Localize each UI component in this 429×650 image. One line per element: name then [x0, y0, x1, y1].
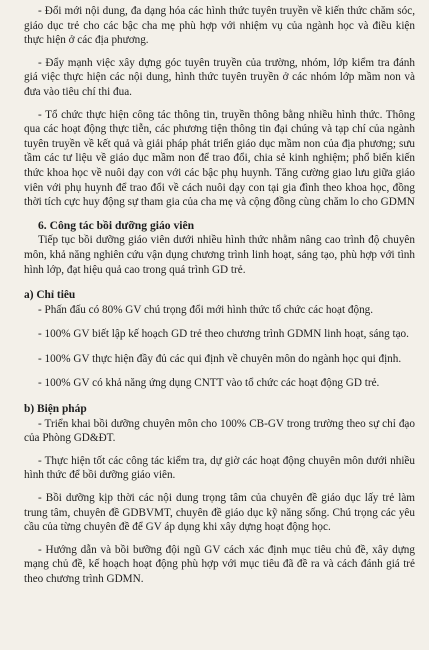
goal-item: - 100% GV có khả năng ứng dụng CNTT vào tổ chức các hoạt động GD trẻ.: [38, 377, 380, 390]
paragraph-information-media: - Tổ chức thực hiện công tác thông tin, truyền thông bằng nhiều hình thức. Thông qua các hoạt động thực tiễn, các phương tiện thông tin đại chúng và tạp chí của ngành tuyên truyền về kết quả và giải pháp phát triển giáo dục mầm non của địa phương; sưu tầm các tư liệu về giáo dục mầm non để trao đổi, chia sẻ kinh nghiệm; phổ biến kiến thức khoa học về nuôi dạy con với các bậc phụ huynh. Tăng cường giao lưu giữa giáo viên với phụ huynh để trao đổi về cách nuôi dạy con tại gia đình theo khoa học, đồng thời tích cực huy động sự tham gia của cha mẹ và cộng đồng cùng chăm lo cho GDMN: [24, 108, 415, 209]
goal-item: - Phấn đấu có 80% GV chú trọng đổi mới hình thức tổ chức các hoạt động.: [38, 303, 374, 316]
measure-item: - Triển khai bồi dưỡng chuyên môn cho 100% CB-GV trong trường theo sự chỉ đạo của Phòng GD&ĐT.: [24, 417, 415, 445]
paragraph-training-intro: Tiếp tục bồi dưỡng giáo viên dưới nhiều hình thức nhằm nâng cao trình độ chuyên môn, khả năng nghiên cứu vận dụng chương trình linh hoạt, sáng tạo, phù hợp với tình hình lớp, đạt hiệu quả cao trong quá trình GD trẻ.: [24, 234, 415, 276]
paragraph-communication-corner: - Đẩy mạnh việc xây dựng góc tuyên truyền của trường, nhóm, lớp kiểm tra đánh giá việc thực hiện các nội dung, hình thức tuyên truyền ở các nhóm lớp mầm non và đưa vào tiêu chí thi đua.: [24, 56, 415, 98]
paragraph-communication-content: - Đổi mới nội dung, đa dạng hóa các hình thức tuyên truyền về kiến thức chăm sóc, giáo dục trẻ cho các bậc cha mẹ phù hợp với nhiệm vụ của ngành học và điều kiện thực hiện ở các địa phương.: [24, 5, 415, 47]
subheading-measures: b) Biện pháp: [24, 403, 87, 416]
measure-item: - Thực hiện tốt các công tác kiểm tra, dự giờ các hoạt động chuyên môn dưới nhiều hình thức để bồi dưỡng giáo viên.: [24, 454, 415, 482]
measure-item: - Hướng dẫn và bồi bưỡng đội ngũ GV cách xác định mục tiêu chủ đề, xây dựng mạng chủ đề, kế hoạch hoạt động phù hợp với mục tiêu đã đề ra và cách đánh giá trẻ theo chương trình GDMN.: [24, 543, 415, 585]
section-heading-teacher-training: 6. Công tác bồi dưỡng giáo viên: [38, 218, 195, 232]
measure-item: - Bồi dưỡng kịp thời các nội dung trọng tâm của chuyên đề giáo dục lấy trẻ làm trung tâm, chuyên đề GDBVMT, chuyên đề giáo dục kỹ năng sống. Chú trọng các yêu cầu của từng chuyên đề để GV áp dụng khi xây dựng hoạt động học.: [24, 492, 415, 534]
subheading-goals: a) Chỉ tiêu: [24, 289, 76, 302]
goal-item: - 100% GV biết lập kế hoạch GD trẻ theo chương trình GDMN linh hoạt, sáng tạo.: [38, 328, 409, 341]
goal-item: - 100% GV thực hiện đầy đủ các qui định về chuyên môn do ngành học qui định.: [38, 352, 402, 365]
